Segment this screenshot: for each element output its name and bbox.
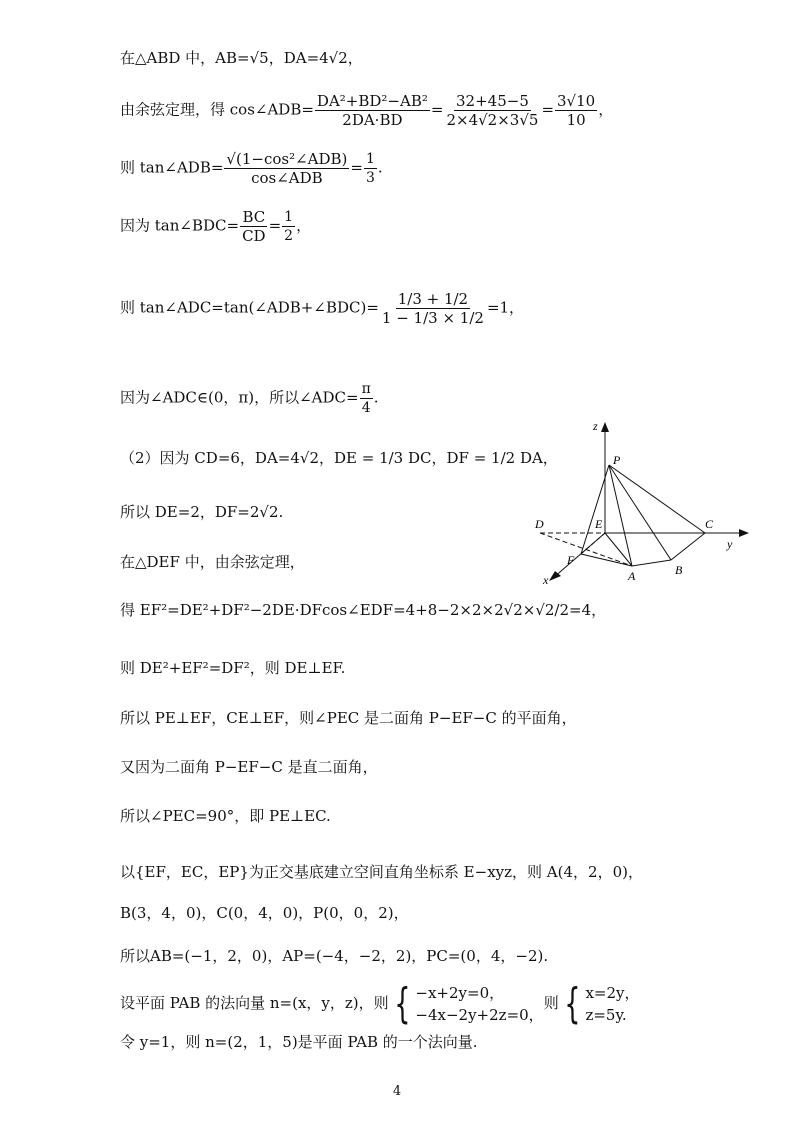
denominator: 3 [365, 170, 375, 186]
line-7: （2）因为 CD=6，DA=4√2，DE = 1/3 DC，DF = 1/2 DA， [120, 449, 558, 467]
line-8: 所以 DE=2，DF=2√2. [120, 503, 284, 521]
line-6: 因为∠ADC∈(0，π)，所以∠ADC= $\frac{\pi}{4}$ . [120, 381, 379, 416]
line-1: 在△ABD 中，AB=√5，DA=4√2， [120, 49, 363, 67]
line-11: 则 DE²+EF²=DF²，则 DE⊥EF. [120, 659, 346, 677]
denominator: 2 [284, 228, 294, 244]
line-4: 因为 tan∠BDC= $\frac{BC}{CD}$ = $\frac{1}{2}$ ， [120, 208, 312, 245]
compound-fraction [380, 290, 486, 327]
denominator: 2DA·BD [342, 111, 403, 129]
geometry-figure [525, 418, 755, 588]
page-number: 4 [392, 1084, 402, 1099]
equation-system-2 [585, 982, 639, 1026]
line-13: 又因为二面角 P−EF−C 是直二面角， [120, 758, 378, 776]
numerator: 32+45−5 [456, 92, 529, 110]
line-5 [120, 290, 524, 327]
numerator: 3√10 [557, 92, 596, 110]
line-6-pre: 因为∠ADC∈(0，π)，所以∠ADC= [120, 388, 359, 407]
label-d: D [535, 517, 544, 531]
fraction [240, 208, 268, 245]
fraction [315, 92, 430, 129]
line-3: 则 tan∠ADB= $\frac{\text{√(1−cos²∠ADB)}}{\text{cos∠ADB}}$ = $\frac{1}{3}$ . [120, 150, 383, 187]
fraction [360, 380, 373, 417]
denominator: 4 [361, 400, 371, 416]
denominator: 2×4√2×3√5 [446, 111, 539, 129]
fraction [444, 92, 540, 129]
label-c: C [705, 517, 714, 531]
line-5-pre: 则 tan∠ADC=tan(∠ADB+∠BDC)= [120, 298, 379, 317]
line-5-post: =1， [486, 298, 525, 317]
numerator: BC [242, 208, 266, 226]
line-19: 令 y=1，则 n=(2，1，5)是平面 PAB 的一个法向量. [120, 1033, 478, 1051]
fraction [224, 150, 349, 187]
line-15: 以{EF，EC，EP}为正交基底建立空间直角坐标系 E−xyz，则 A(4，2，0)， [120, 863, 643, 881]
line-4-pre: 因为 tan∠BDC= [120, 216, 240, 235]
label-z: z [593, 419, 598, 433]
line-18-mid: 则 [543, 994, 559, 1012]
line-14: 所以∠PEC=90°，即 PE⊥EC. [120, 807, 331, 825]
numerator: π [361, 381, 371, 397]
numerator: 1 [365, 151, 375, 167]
left-brace: { [394, 979, 411, 1028]
equation: x=2y， [585, 984, 640, 1002]
numerator: 1/3 + 1/2 [397, 290, 469, 308]
label-a: A [628, 569, 636, 583]
line-18-pre: 设平面 PAB 的法向量 n=(x，y，z)，则 [120, 994, 389, 1012]
equation: −4x−2y+2z=0， [415, 1006, 544, 1024]
denominator: 10 [566, 111, 586, 129]
line-2-pre: 由余弦定理，得 cos∠ADB= [120, 100, 314, 119]
numerator: DA²+BD²−AB² [316, 92, 428, 110]
label-e: E [595, 517, 603, 531]
label-p: P [613, 453, 621, 467]
denominator: cos∠ADB [251, 169, 323, 187]
denominator: 1 − 1/3 × 1/2 [381, 309, 484, 327]
numerator: √(1−cos²∠ADB) [226, 150, 348, 168]
line-12: 所以 PE⊥EF，CE⊥EF，则∠PEC 是二面角 P−EF−C 的平面角， [120, 709, 577, 727]
numerator: 1 [284, 209, 294, 225]
label-y: y [727, 537, 733, 551]
label-x: x [543, 573, 549, 587]
equation-system-1 [415, 982, 543, 1026]
label-f: F [567, 553, 575, 567]
fraction [555, 92, 597, 129]
line-9: 在△DEF 中，由余弦定理， [120, 553, 305, 571]
line-17: 所以AB=(−1，2，0)，AP=(−4，−2，2)，PC=(0，4，−2). [120, 947, 549, 965]
line-3-pre: 则 tan∠ADB= [120, 158, 224, 177]
line-2: 由余弦定理，得 cos∠ADB= $\frac{\text{DA²+BD²−AB²}}{2DA\cdot BD}$ = $\frac{32+45-5}{2\times 4√2\times 3√5}$ = $\frac{3√10}{10}$ ， [120, 92, 614, 129]
equation: −x+2y=0， [415, 984, 505, 1002]
fraction [282, 208, 295, 245]
label-b: B [675, 563, 683, 577]
left-brace: { [564, 979, 581, 1028]
fraction [364, 150, 377, 187]
denominator: CD [242, 227, 266, 245]
line-10: 得 EF²=DE²+DF²−2DE·DFcos∠EDF=4+8−2×2×2√2×√2/2=4， [120, 601, 607, 619]
equation: z=5y. [585, 1006, 627, 1024]
line-16: B(3，4，0)，C(0，4，0)，P(0，0，2)， [120, 904, 409, 922]
line-18 [120, 979, 640, 1028]
